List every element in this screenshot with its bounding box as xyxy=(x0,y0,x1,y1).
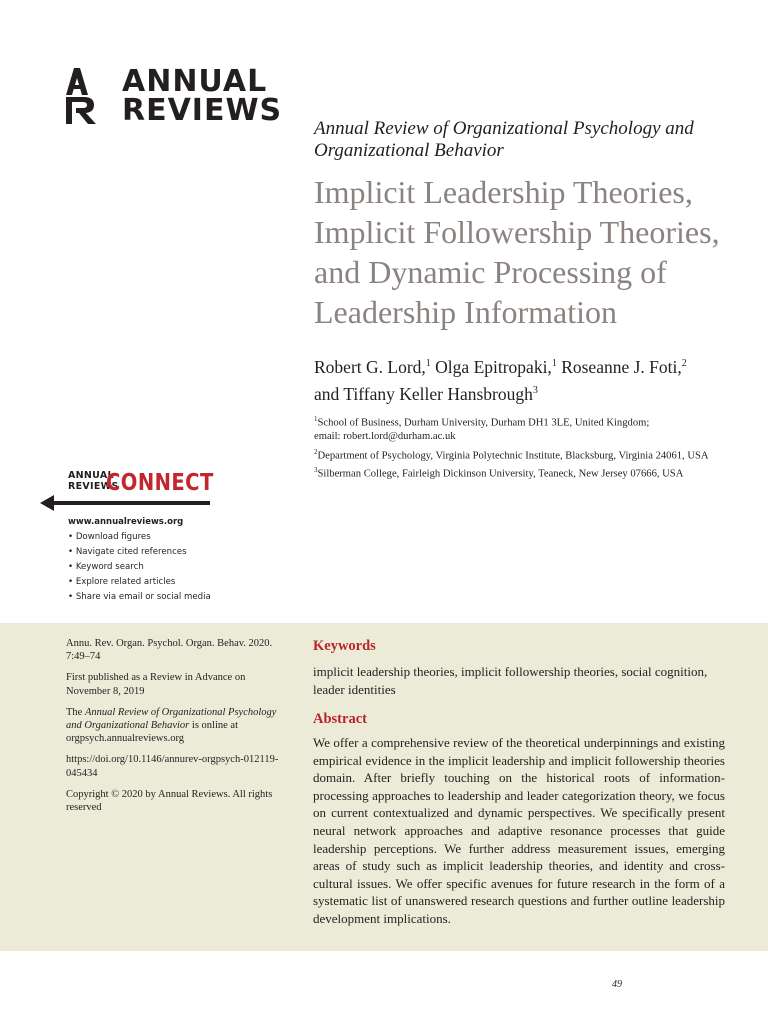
page-number: 49 xyxy=(612,979,622,990)
copyright-notice: Copyright © 2020 by Annual Reviews. All rights reserved xyxy=(66,788,273,814)
keywords-text: implicit leadership theories, implicit followership theories, social cognition, leader identities xyxy=(313,664,708,697)
affiliation-mark: 3 xyxy=(314,466,318,474)
connect-feature-item[interactable]: • Share via email or social media xyxy=(68,590,211,605)
abstract-heading: Abstract xyxy=(313,711,367,727)
doi-link[interactable]: https://doi.org/10.1146/annurev-orgpsych-012119-045434 xyxy=(66,754,279,779)
affiliation-mark: 2 xyxy=(314,448,318,456)
abstract-text: We offer a comprehensive review of the theoretical underpinnings and existing empirical evidence in the implicit leadership and implicit followership theories domain. After briefly touching on the historical roots of information-processing approaches to leadership and leader categorization theory, we focus on current contextualized and dynamic perspectives. We specifically present neural network approaches and adaptive resonance processes that guide leadership perceptions. We further address measurement issues, emerging areas of study such as implicit leadership theories, and identity and cross-cultural issues. We offer specific avenues for future research in the form of a systematic list of unanswered research questions and further outline leadership development implications. xyxy=(313,735,725,926)
online-availability-note: The Annual Review of Organizational Psychology and Organizational Behavior is online at orgpsych.annualreviews.org xyxy=(66,706,277,745)
logo-word-annual: ANNUAL xyxy=(122,64,268,99)
article-title: Implicit Leadership Theories, Implicit Followership Theories, and Dynamic Processing of Leadership Information xyxy=(314,174,720,330)
author-name: Roseanne J. Foti, xyxy=(556,356,682,377)
connect-feature-item[interactable]: • Download figures xyxy=(68,530,211,545)
annual-reviews-logo xyxy=(66,64,283,128)
author-affiliation-mark: 2 xyxy=(681,358,687,369)
connect-url-link[interactable]: www.annualreviews.org xyxy=(68,517,184,527)
citation: Annu. Rev. Organ. Psychol. Organ. Behav. 2020. 7:49–74 xyxy=(66,638,273,663)
journal-name: Annual Review of Organizational Psychology and Organizational Behavior xyxy=(314,118,694,161)
first-published-note: First published as a Review in Advance on November 8, 2019 xyxy=(66,672,246,697)
author-name: and Tiffany Keller Hansbrough xyxy=(314,383,533,404)
author-list xyxy=(314,352,754,406)
keywords-abstract-column xyxy=(313,637,725,928)
author-affiliation-mark: 1 xyxy=(425,358,431,369)
author-name: Olga Epitropaki, xyxy=(430,356,552,377)
annual-reviews-connect-box xyxy=(40,470,240,610)
connect-feature-item[interactable]: • Keyword search xyxy=(68,560,211,575)
connect-logo-small: ANNUAL REVIEWS xyxy=(68,470,119,492)
publication-info-column xyxy=(66,637,288,822)
left-arrow-icon xyxy=(40,494,210,512)
affiliation-1 xyxy=(314,413,754,444)
affiliation-text: Department of Psychology, Virginia Polytechnic Institute, Blacksburg, Virginia 24061, USA xyxy=(317,450,709,462)
keywords-heading: Keywords xyxy=(313,638,376,654)
affiliation-2 xyxy=(314,446,754,463)
connect-feature-list xyxy=(68,530,211,605)
author-name: Robert G. Lord, xyxy=(314,356,426,377)
affiliation-3 xyxy=(314,464,754,481)
connect-feature-item[interactable]: • Navigate cited references xyxy=(68,545,211,560)
affiliation-text: Silberman College, Fairleigh Dickinson University, Teaneck, New Jersey 07666, USA xyxy=(317,468,684,480)
logo-word-reviews: REVIEWS xyxy=(122,93,283,128)
author-email[interactable]: email: robert.lord@durham.ac.uk xyxy=(314,431,456,443)
affiliation-text: School of Business, Durham University, Durham DH1 3LE, United Kingdom; xyxy=(317,417,650,429)
connect-logo-title: CONNECT xyxy=(106,470,214,496)
annual-reviews-logo-mark xyxy=(66,68,100,124)
author-affiliation-mark: 3 xyxy=(532,384,538,396)
connect-feature-item[interactable]: • Explore related articles xyxy=(68,575,211,590)
affiliation-mark: 1 xyxy=(314,415,318,423)
author-affiliation-mark: 1 xyxy=(551,358,557,369)
